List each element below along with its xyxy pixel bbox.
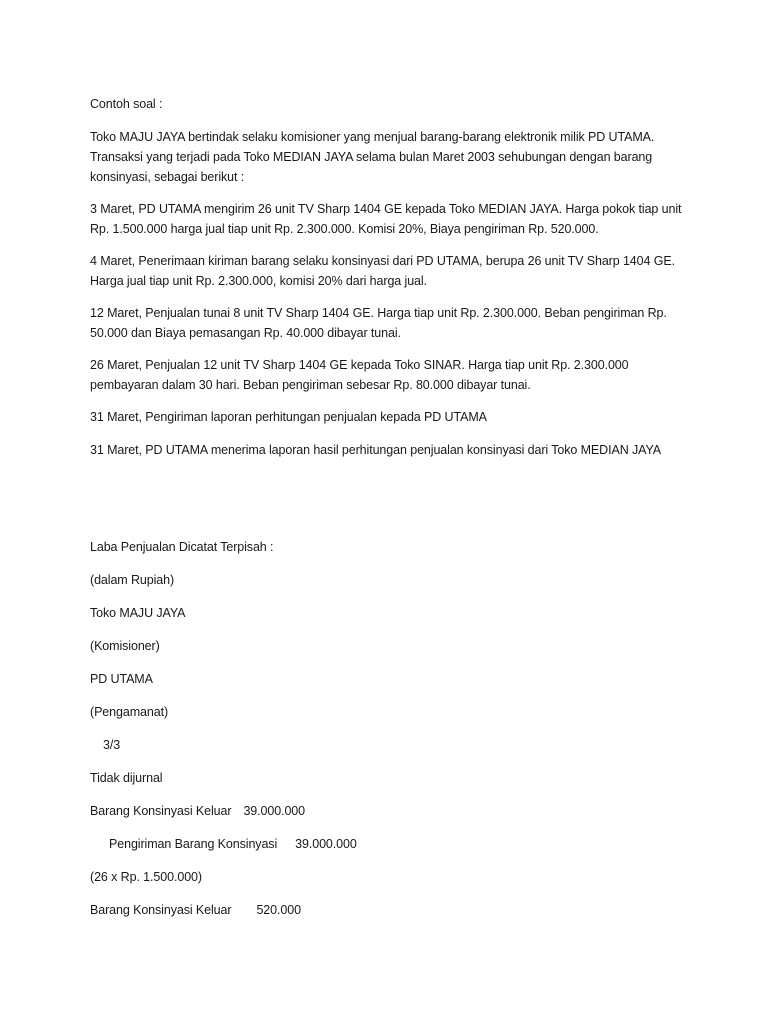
blank-space: [90, 473, 690, 537]
section-title: Laba Penjualan Dicatat Terpisah :: [90, 540, 274, 554]
heading: Contoh soal :: [90, 97, 163, 111]
journal-entry-shipping: [90, 900, 690, 920]
journal-entry-debit: [90, 801, 690, 821]
entry3-amount: 520.000: [256, 903, 301, 917]
entry2-amount: 39.000.000: [295, 837, 357, 851]
party-one: Toko MAJU JAYA: [90, 606, 186, 620]
transaction-12-maret: 12 Maret, Penjualan tunai 8 unit TV Sharp 1404 GE. Harga tiap unit Rp. 2.300.000. Beban pengiriman Rp. 50.000 dan Biaya pemasangan Rp. 40.000 dibayar tunai.: [90, 306, 667, 340]
party-two-role: (Pengamanat): [90, 705, 169, 719]
party-two: PD UTAMA: [90, 672, 153, 686]
calculation-note: (26 x Rp. 1.500.000): [90, 870, 202, 884]
currency-note: (dalam Rupiah): [90, 573, 175, 587]
no-journal-note: Tidak dijurnal: [90, 771, 163, 785]
entry1-amount: 39.000.000: [243, 804, 305, 818]
entry1-account: Barang Konsinyasi Keluar: [90, 804, 232, 818]
transaction-3-maret: 3 Maret, PD UTAMA mengirim 26 unit TV Sharp 1404 GE kepada Toko MEDIAN JAYA. Harga pokok tiap unit Rp. 1.500.000 harga jual tiap unit Rp. 2.300.000. Komisi 20%, Biaya pengiriman Rp. 520.000.: [90, 202, 682, 236]
transaction-31-maret-b: 31 Maret, PD UTAMA menerima laporan hasil perhitungan penjualan konsinyasi dari Toko MEDIAN JAYA: [90, 443, 662, 457]
party-one-role: (Komisioner): [90, 639, 160, 653]
transaction-31-maret-a: 31 Maret, Pengiriman laporan perhitungan penjualan kepada PD UTAMA: [90, 410, 487, 424]
journal-entry-credit: [90, 834, 690, 854]
intro-paragraph: Toko MAJU JAYA bertindak selaku komisioner yang menjual barang-barang elektronik milik PD UTAMA. Transaksi yang terjadi pada Toko MEDIAN JAYA selama bulan Maret 2003 sehubungan dengan barang konsinyasi, sebagai berikut :: [90, 130, 655, 184]
entry-date: 3/3: [103, 738, 121, 752]
entry2-account: Pengiriman Barang Konsinyasi: [109, 837, 278, 851]
transaction-4-maret: 4 Maret, Penerimaan kiriman barang selaku konsinyasi dari PD UTAMA, berupa 26 unit TV Sharp 1404 GE. Harga jual tiap unit Rp. 2.300.000, komisi 20% dari harga jual.: [90, 254, 675, 288]
entry3-account: Barang Konsinyasi Keluar: [90, 903, 232, 917]
document-content: [90, 94, 690, 933]
transaction-26-maret: 26 Maret, Penjualan 12 unit TV Sharp 1404 GE kepada Toko SINAR. Harga tiap unit Rp. 2.300.000 pembayaran dalam 30 hari. Beban pengiriman sebesar Rp. 80.000 dibayar tunai.: [90, 358, 629, 392]
